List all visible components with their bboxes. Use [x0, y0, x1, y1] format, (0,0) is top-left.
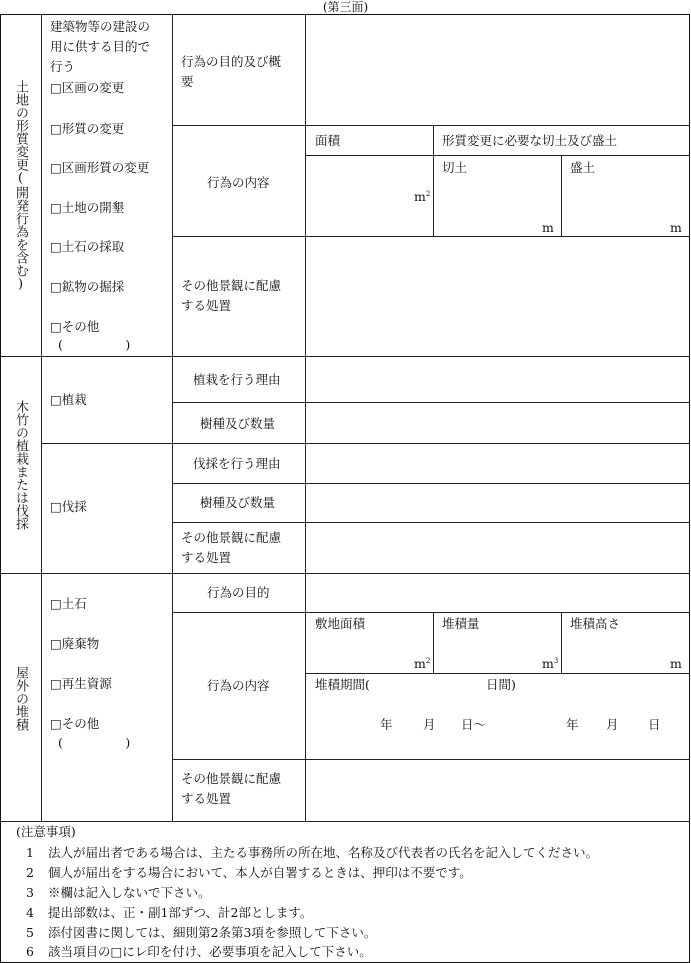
option-other-paren[interactable]: ( ): [58, 337, 131, 352]
s3-other-care-label-1: その他景観に配慮: [181, 771, 282, 786]
note-no-3: 3: [26, 885, 34, 900]
purpose-intro-3: 行う: [50, 59, 76, 74]
pile-option-soil[interactable]: □土石: [50, 596, 87, 611]
date-end-day: 日: [648, 717, 661, 732]
s3-other-care-label-2: する処置: [181, 791, 232, 806]
note-no-6: 6: [26, 944, 34, 959]
note-text-2: 個人が届出をする場合において、本人が自署するときは、押印は不要です。: [48, 865, 472, 880]
cutfill-label: 形質変更に必要な切土及び盛土: [442, 133, 618, 148]
cut-unit: m: [542, 220, 554, 235]
felling-species-label: 樹種及び数量: [200, 495, 276, 510]
option-form-change[interactable]: □形質の変更: [50, 121, 125, 136]
date-end-year: 年: [566, 717, 579, 732]
date-end-month: 月: [606, 717, 619, 732]
pile-volume-label: 堆積量: [442, 616, 480, 631]
pile-option-waste[interactable]: □廃棄物: [50, 636, 100, 651]
date-start-day: 日〜: [461, 717, 487, 732]
site-area-label: 敷地面積: [315, 616, 366, 631]
period-days: 日間): [486, 677, 516, 692]
pile-height-label: 堆積高さ: [570, 616, 621, 631]
note-no-4: 4: [26, 905, 34, 920]
pile-option-other[interactable]: □その他: [50, 716, 100, 731]
pile-height-unit: m: [670, 656, 682, 671]
pile-option-recycled[interactable]: □再生資源: [50, 676, 112, 691]
note-no-5: 5: [26, 925, 34, 940]
site-area-unit: $m^2$: [414, 656, 431, 671]
planting-species-label: 樹種及び数量: [200, 416, 276, 431]
s2-other-care-label-2: する処置: [181, 550, 232, 565]
note-text-6: 該当項目の□にレ印を付け、必要事項を記入して下さい。: [48, 944, 372, 959]
content-label: 行為の内容: [207, 175, 270, 190]
planting-reason-label: 植栽を行う理由: [193, 372, 281, 387]
note-no-2: 2: [26, 865, 34, 880]
notes-title: (注意事項): [16, 824, 76, 839]
section3-title: 屋外の堆積: [13, 666, 28, 731]
s3-content-label: 行為の内容: [207, 678, 270, 693]
purpose-label-2: 要: [181, 74, 194, 89]
option-land-clearing[interactable]: □土地の開墾: [50, 200, 125, 215]
date-start-year: 年: [380, 717, 393, 732]
section1-title: 土地の形質変更(開発行為を含む): [13, 80, 28, 292]
note-text-4: 提出部数は、正・副1部ずつ、計2部とします。: [48, 905, 313, 920]
fill-unit: m: [670, 220, 682, 235]
pile-volume-unit: $m^3$: [542, 656, 559, 671]
option-lot-form-change[interactable]: □区画形質の変更: [50, 160, 150, 175]
option-mineral-mining[interactable]: □鉱物の掘採: [50, 279, 125, 294]
note-text-3: ※欄は記入しないで下さい。: [48, 885, 211, 900]
s3-purpose-label: 行為の目的: [207, 585, 270, 600]
other-care-label-2: する処置: [181, 298, 232, 313]
cut-label: 切土: [442, 160, 468, 175]
purpose-label-1: 行為の目的及び概: [181, 54, 282, 69]
fill-label: 盛土: [570, 160, 596, 175]
other-care-label-1: その他景観に配慮: [181, 278, 282, 293]
area-label: 面積: [315, 133, 341, 148]
option-lot-change[interactable]: □区画の変更: [50, 80, 125, 95]
purpose-intro-2: 用に供する目的で: [50, 39, 151, 54]
planting-option[interactable]: □植栽: [50, 392, 87, 407]
section2-title: 木竹の植栽または伐採: [13, 400, 28, 530]
felling-reason-label: 伐採を行う理由: [193, 456, 281, 471]
period-label: 堆積期間(: [315, 677, 370, 692]
purpose-intro-1: 建築物等の建設の: [50, 19, 151, 34]
area-unit: $m^2$: [414, 189, 431, 204]
note-no-1: 1: [26, 845, 34, 860]
note-text-5: 添付図書に関しては、細則第2条第3項を参照して下さい。: [48, 925, 377, 940]
note-text-1: 法人が届出者である場合は、主たる事務所の所在地、名称及び代表者の氏名を記入してください。: [48, 845, 599, 860]
option-other[interactable]: □その他: [50, 319, 100, 334]
option-earth-extraction[interactable]: □土石の採取: [50, 239, 125, 254]
pile-option-other-paren[interactable]: ( ): [58, 735, 131, 750]
felling-option[interactable]: □伐採: [50, 499, 87, 514]
form-table: [0, 14, 690, 963]
date-start-month: 月: [423, 717, 436, 732]
page-number: (第三面): [322, 0, 369, 14]
s2-other-care-label-1: その他景観に配慮: [181, 530, 282, 545]
